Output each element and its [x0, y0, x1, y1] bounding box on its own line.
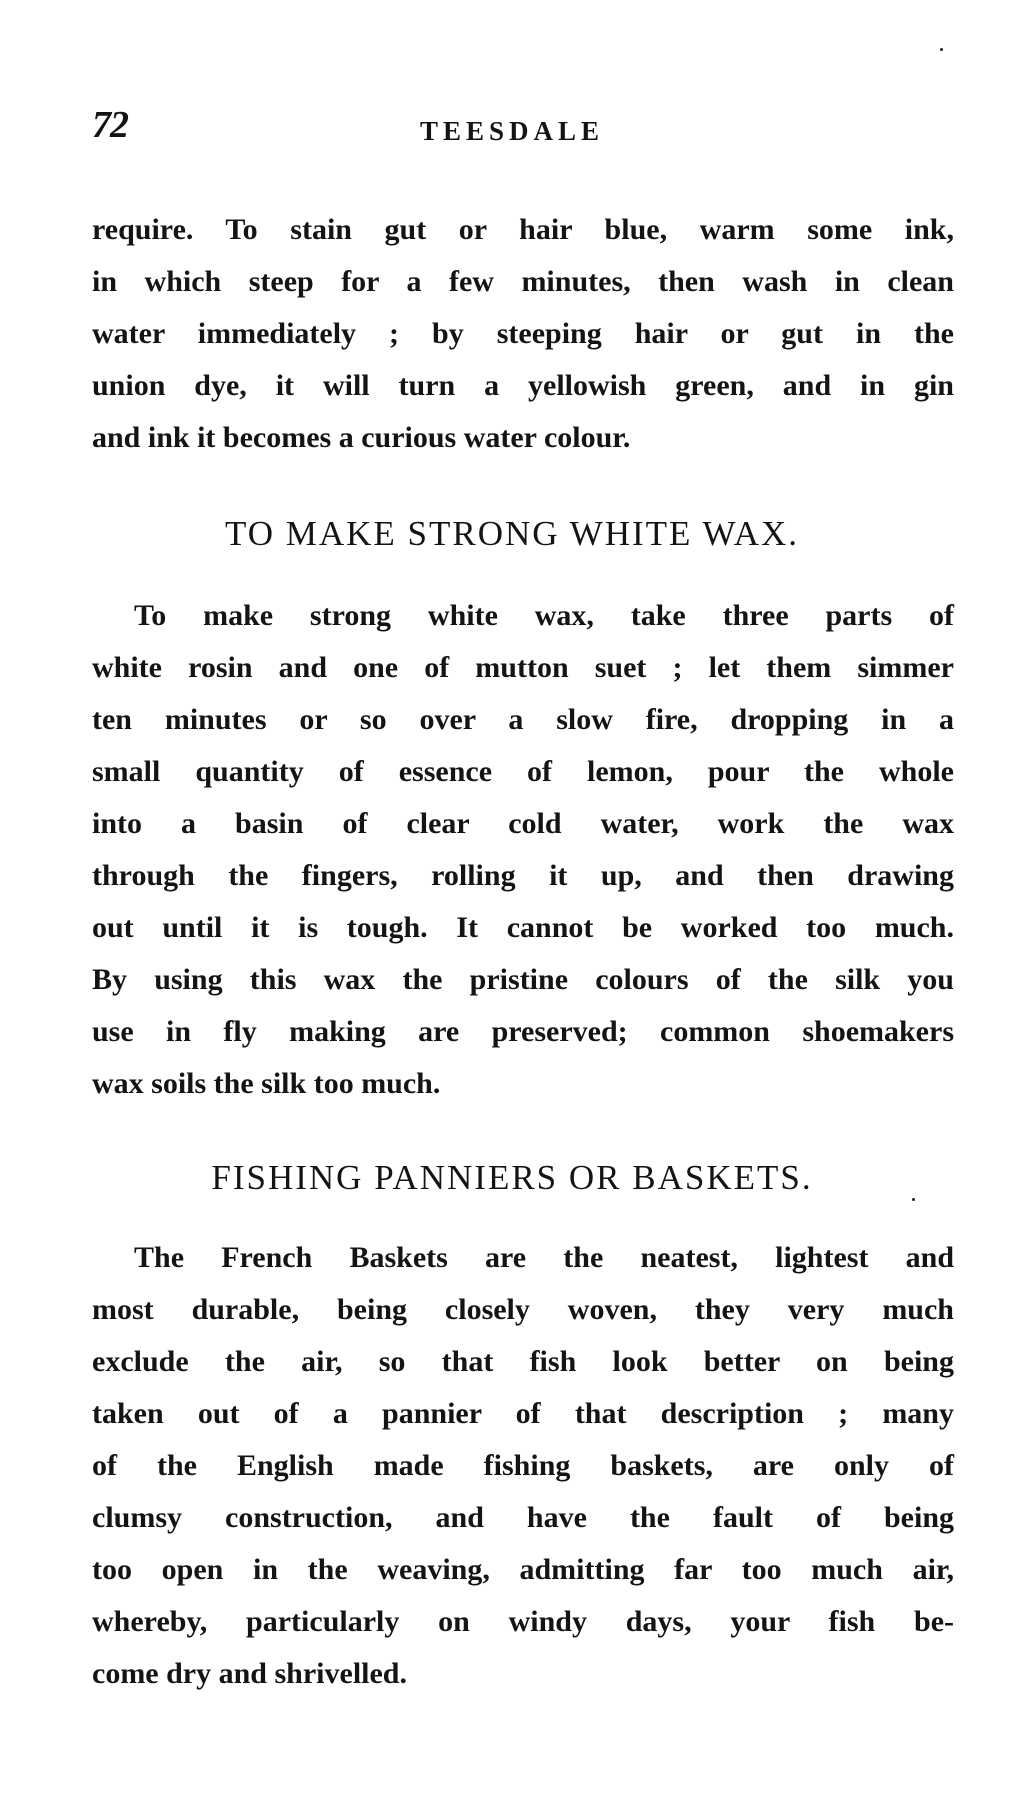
text-line: out until it is tough. It cannot be worked too much. [92, 911, 954, 944]
text-line: in which steep for a few minutes, then wash in clean [92, 265, 954, 298]
text-line: and ink it becomes a curious water colour. [92, 421, 631, 454]
text-line: use in fly making are preserved; common shoemakers [92, 1015, 954, 1048]
text-line: water immediately ; by steeping hair or gut in the [92, 317, 954, 350]
page-number: 72 [92, 104, 128, 146]
text-line: ten minutes or so over a slow fire, dropping in a [92, 703, 954, 736]
text-line: To make strong white wax, take three parts of [134, 599, 954, 632]
paragraph-continuation [92, 204, 954, 464]
text-line: white rosin and one of mutton suet ; let them simmer [92, 651, 954, 684]
paragraph-white-wax [92, 590, 954, 1110]
print-speck [940, 48, 943, 51]
text-line: too open in the weaving, admitting far too much air, [92, 1553, 954, 1586]
text-line: taken out of a pannier of that description ; many [92, 1397, 954, 1430]
text-line: exclude the air, so that fish look better on being [92, 1345, 954, 1378]
text-line: of the English made fishing baskets, are only of [92, 1449, 954, 1482]
text-line: clumsy construction, and have the fault of being [92, 1501, 954, 1534]
running-title: TEESDALE [419, 116, 605, 146]
text-line: By using this wax the pristine colours of the silk you [92, 963, 954, 996]
text-line: into a basin of clear cold water, work the wax [92, 807, 954, 840]
print-speck [912, 1198, 915, 1201]
section-heading-fishing-panniers: FISHING PANNIERS OR BASKETS. [211, 1158, 813, 1197]
text-line: wax soils the silk too much. [92, 1067, 441, 1100]
text-line: through the fingers, rolling it up, and then drawing [92, 859, 954, 892]
text-line: come dry and shrivelled. [92, 1657, 407, 1690]
text-line: small quantity of essence of lemon, pour the whole [92, 755, 954, 788]
text-line: union dye, it will turn a yellowish green, and in gin [92, 369, 954, 402]
text-line: The French Baskets are the neatest, lightest and [134, 1241, 954, 1274]
text-line: most durable, being closely woven, they very much [92, 1293, 954, 1326]
paragraph-fishing-panniers [92, 1232, 954, 1700]
text-line: whereby, particularly on windy days, your fish be- [92, 1605, 954, 1638]
section-heading-white-wax: TO MAKE STRONG WHITE WAX. [224, 514, 799, 553]
text-line: require. To stain gut or hair blue, warm some ink, [92, 213, 954, 246]
